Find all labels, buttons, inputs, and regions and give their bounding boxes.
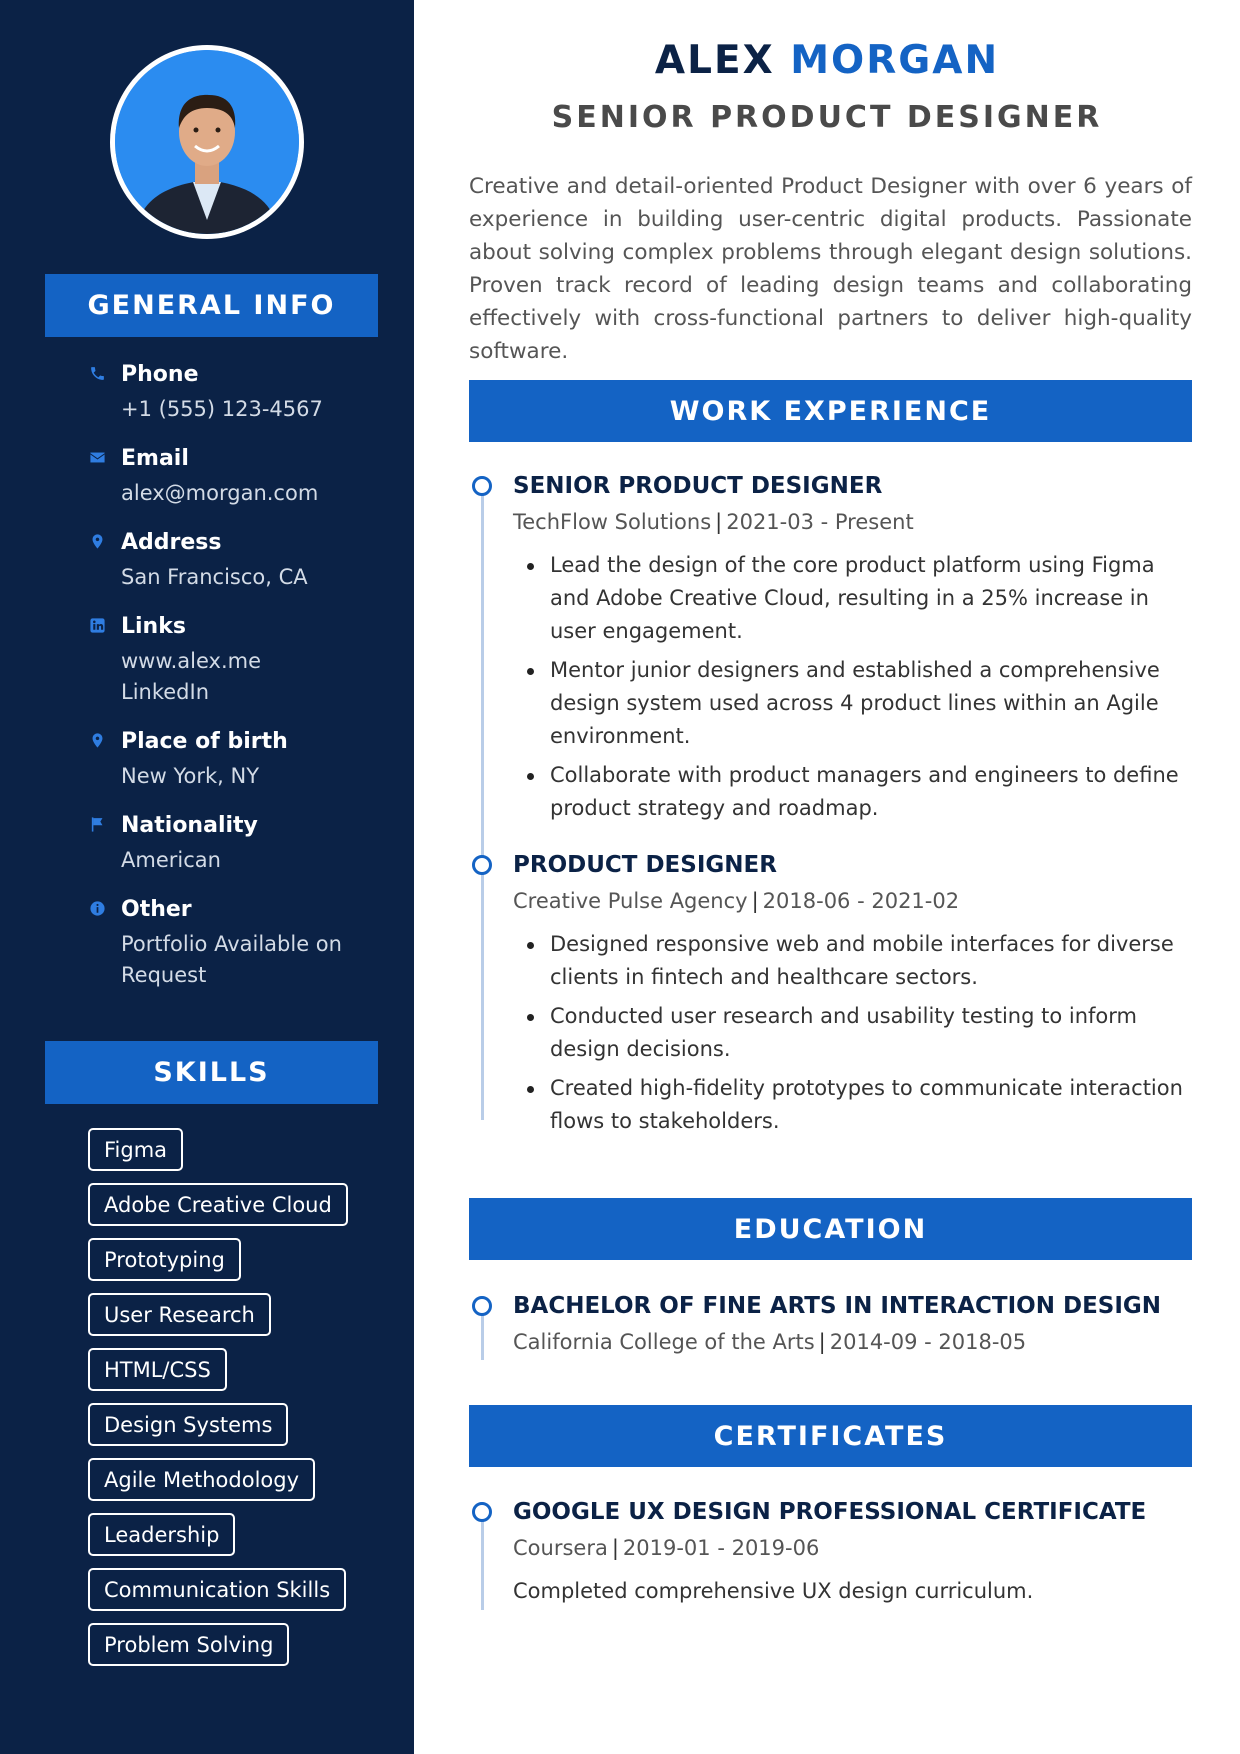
info-item-phone: [88, 360, 388, 425]
certificate-title: GOOGLE UX DESIGN PROFESSIONAL CERTIFICATE: [513, 1499, 1147, 1525]
sidebar: [0, 0, 414, 1754]
info-item-other: [88, 895, 388, 991]
education-school: California College of the Arts: [513, 1330, 815, 1354]
work-timeline: [469, 470, 1192, 1144]
profile-summary: Creative and detail-oriented Product Designer with over 6 years of experience in building user-centric digital products. Passionate about solving complex problems through elegant design solutions. Proven track record of leading design teams and collaborating effectively with cross-functional partners to deliver high-quality software.: [469, 174, 1192, 364]
location-pin-icon: [88, 731, 106, 749]
info-value: [121, 646, 388, 708]
work-bullet: Mentor junior designers and established a comprehensive design system used across 4 product lines within an Agile environment.: [513, 654, 1192, 753]
skill-tag: User Research: [88, 1293, 271, 1336]
info-value-line: Request: [121, 963, 207, 987]
skills-list: [88, 1128, 388, 1678]
full-name: [414, 38, 1240, 83]
info-label: Place of birth: [121, 729, 288, 754]
person-portrait-icon: [115, 50, 299, 234]
info-label: Email: [121, 446, 189, 471]
skill-tag: Leadership: [88, 1513, 235, 1556]
certificate-meta: Coursera | 2019-01 - 2019-06: [513, 1536, 820, 1560]
avatar: [110, 45, 304, 239]
certificate-description: Completed comprehensive UX design curriculum.: [513, 1579, 1034, 1603]
main-content: [414, 0, 1240, 1754]
work-dates: 2018-06 - 2021-02: [762, 889, 960, 913]
skill-tag: Prototyping: [88, 1238, 241, 1281]
flag-icon: [88, 815, 106, 833]
info-label: Phone: [121, 362, 199, 387]
work-title: PRODUCT DESIGNER: [513, 852, 777, 878]
info-label: Links: [121, 614, 186, 639]
certificate-entry: [469, 1496, 1192, 1608]
general-info-heading: GENERAL INFO: [45, 274, 378, 337]
profile-photo: [115, 50, 299, 234]
timeline-dot-icon: [472, 1502, 492, 1522]
skill-tag: Design Systems: [88, 1403, 288, 1446]
info-value: [121, 929, 388, 991]
work-company: Creative Pulse Agency: [513, 889, 748, 913]
certificates-timeline: [469, 1496, 1192, 1608]
info-item-email: [88, 444, 388, 509]
info-value: [121, 478, 388, 509]
skill-tag: Adobe Creative Cloud: [88, 1183, 348, 1226]
work-meta: Creative Pulse Agency | 2018-06 - 2021-02: [513, 889, 960, 913]
info-value: [121, 394, 388, 425]
skill-tag: Figma: [88, 1128, 183, 1171]
info-label: Other: [121, 897, 192, 922]
info-value: [121, 761, 388, 792]
info-item-place-of-birth: [88, 727, 388, 792]
timeline-dot-icon: [472, 855, 492, 875]
info-link[interactable]: LinkedIn: [121, 680, 210, 704]
education-timeline: [469, 1290, 1192, 1357]
work-entry: [469, 470, 1192, 825]
skill-tag: Agile Methodology: [88, 1458, 315, 1501]
info-value-line: San Francisco, CA: [121, 565, 308, 589]
info-item-links: [88, 612, 388, 708]
first-name: ALEX: [654, 38, 775, 83]
skill-tag: Problem Solving: [88, 1623, 289, 1666]
certificate-dates: 2019-01 - 2019-06: [622, 1536, 820, 1560]
work-bullet: Created high-fidelity prototypes to communicate interaction flows to stakeholders.: [513, 1072, 1192, 1138]
work-bullet: Designed responsive web and mobile interfaces for diverse clients in fintech and healthcare sectors.: [513, 928, 1192, 994]
education-heading: EDUCATION: [469, 1198, 1192, 1260]
last-name: MORGAN: [790, 38, 1000, 83]
skills-heading: SKILLS: [45, 1041, 378, 1104]
skill-tag: HTML/CSS: [88, 1348, 227, 1391]
education-dates: 2014-09 - 2018-05: [829, 1330, 1027, 1354]
info-value-line: Portfolio Available on: [121, 932, 342, 956]
work-bullets: [513, 549, 1192, 825]
info-link[interactable]: alex@morgan.com: [121, 481, 319, 505]
info-label: Address: [121, 530, 222, 555]
info-link[interactable]: www.alex.me: [121, 649, 262, 673]
info-item-nationality: [88, 811, 388, 876]
linkedin-icon: [88, 616, 106, 634]
info-value-line: American: [121, 848, 221, 872]
location-pin-icon: [88, 532, 106, 550]
work-bullet: Lead the design of the core product platform using Figma and Adobe Creative Cloud, resulting in a 25% increase in user engagement.: [513, 549, 1192, 648]
education-meta: California College of the Arts | 2014-09 - 2018-05: [513, 1330, 1027, 1354]
timeline-dot-icon: [472, 476, 492, 496]
certificate-issuer: Coursera: [513, 1536, 608, 1560]
work-dates: 2021-03 - Present: [726, 510, 914, 534]
info-item-address: [88, 528, 388, 593]
work-experience-heading: WORK EXPERIENCE: [469, 380, 1192, 442]
general-info-list: [88, 360, 388, 1010]
work-company: TechFlow Solutions: [513, 510, 712, 534]
work-bullet: Collaborate with product managers and engineers to define product strategy and roadmap.: [513, 759, 1192, 825]
timeline-dot-icon: [472, 1296, 492, 1316]
work-entry: [469, 849, 1192, 1138]
email-icon: [88, 448, 106, 466]
info-value-line: +1 (555) 123-4567: [121, 397, 323, 421]
work-bullets: [513, 928, 1192, 1138]
info-value: [121, 845, 388, 876]
education-entry: [469, 1290, 1192, 1357]
education-degree: BACHELOR OF FINE ARTS IN INTERACTION DESIGN: [513, 1293, 1162, 1319]
job-title: SENIOR PRODUCT DESIGNER: [551, 100, 1103, 135]
work-bullet: Conducted user research and usability testing to inform design decisions.: [513, 1000, 1192, 1066]
info-label: Nationality: [121, 813, 258, 838]
work-title: SENIOR PRODUCT DESIGNER: [513, 473, 883, 499]
certificates-heading: CERTIFICATES: [469, 1405, 1192, 1467]
phone-icon: [88, 364, 106, 382]
work-meta: TechFlow Solutions | 2021-03 - Present: [513, 510, 914, 534]
skill-tag: Communication Skills: [88, 1568, 346, 1611]
info-icon: [88, 899, 106, 917]
info-value: [121, 562, 388, 593]
info-value-line: New York, NY: [121, 764, 260, 788]
